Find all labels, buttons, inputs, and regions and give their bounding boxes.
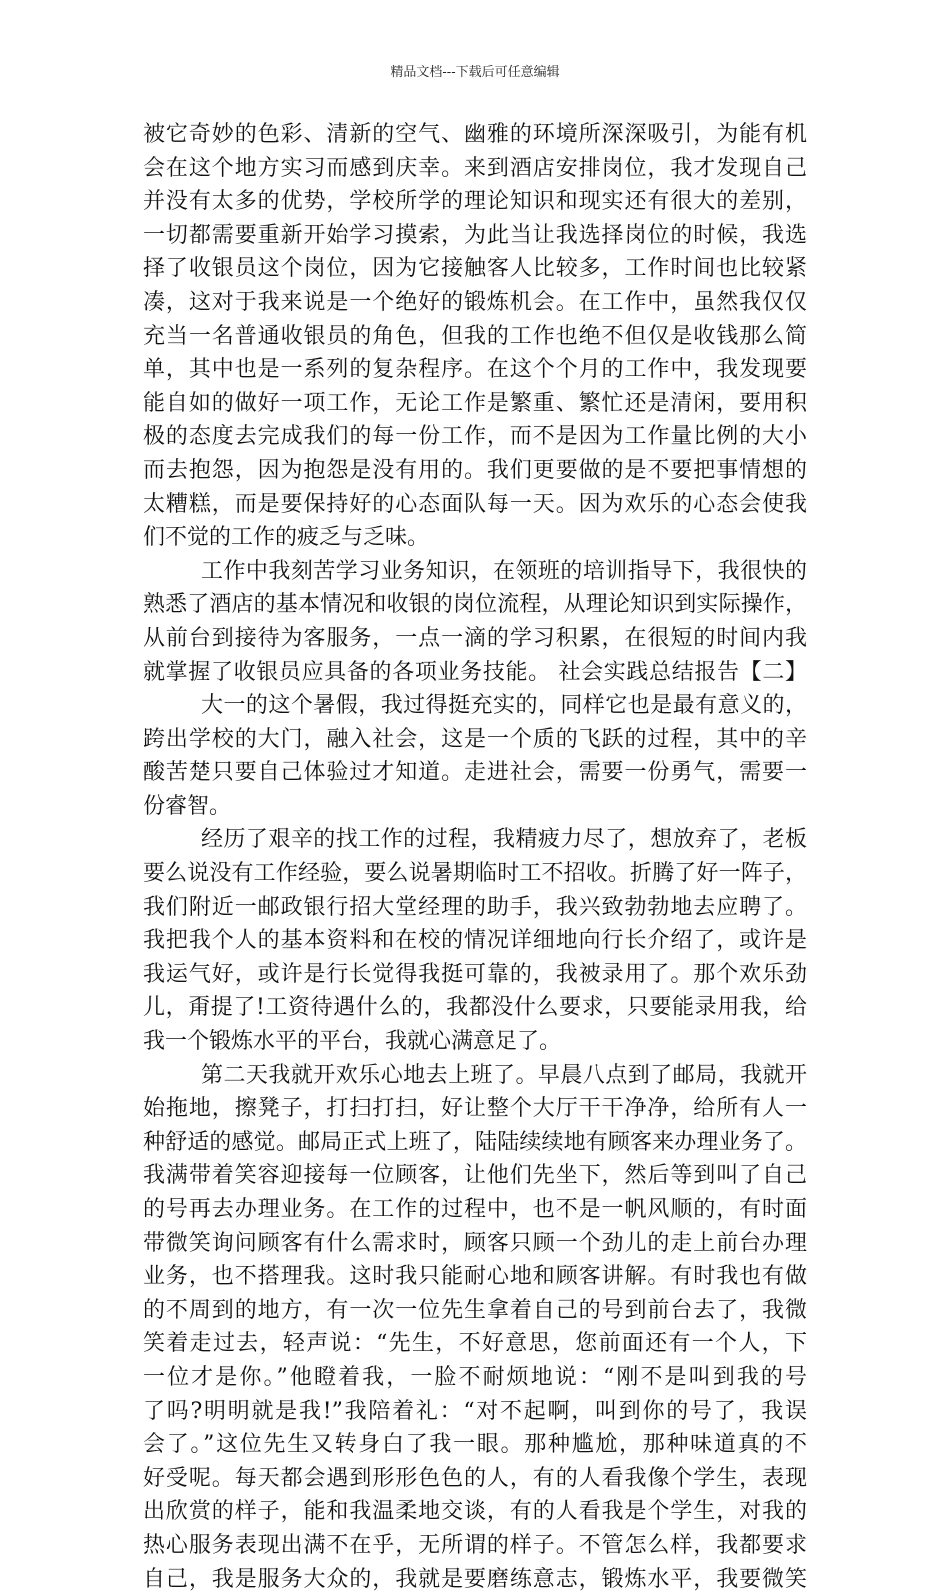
text-line: 笑着走过去，轻声说：“先生，不好意思，您前面还有一个人，下 <box>143 1331 807 1357</box>
text-line: 而去抱怨，因为抱怨是没有用的。我们更要做的是不要把事情想的 <box>143 457 807 483</box>
text-line: 自己，我是服务大众的，我就是要磨练意志，锻炼水平，我要微笑 <box>143 1566 807 1592</box>
text-line: 熟悉了酒店的基本情况和收银的岗位流程，从理论知识到实际操作， <box>143 592 807 618</box>
text-line: 了吗?明明就是我!”我陪着礼：“对不起啊，叫到你的号了，我误 <box>143 1398 807 1424</box>
text-line: 能自如的做好一项工作，无论工作是繁重、繁忙还是清闲，要用积 <box>143 390 807 416</box>
text-line: 太糟糕，而是要保持好的心态面队每一天。因为欢乐的心态会使我 <box>143 491 807 517</box>
text-line: 我一个锻炼水平的平台，我就心满意足了。 <box>143 1029 562 1055</box>
text-line: 我运气好，或许是行长觉得我挺可靠的，我被录用了。那个欢乐劲 <box>143 961 807 987</box>
text-line: 酸苦楚只要自己体验过才知道。走进社会，需要一份勇气，需要一 <box>143 760 807 786</box>
text-line: 一切都需要重新开始学习摸索，为此当让我选择岗位的时候，我选 <box>143 222 807 248</box>
text-line: 从前台到接待为客服务，一点一滴的学习积累，在很短的时间内我 <box>143 625 807 651</box>
text-line: 始拖地，擦凳子，打扫打扫，好让整个大厅干干净净，给所有人一 <box>143 1096 807 1122</box>
document-body <box>143 118 807 1596</box>
text-line: 经历了艰辛的找工作的过程，我精疲力尽了，想放弃了，老板 <box>201 827 807 853</box>
text-line: 好受呢。每天都会遇到形形色色的人，有的人看我像个学生，表现 <box>143 1465 807 1491</box>
text-line: 会在这个地方实习而感到庆幸。来到酒店安排岗位，我才发现自己 <box>143 155 807 181</box>
text-line: 份睿智。 <box>143 793 232 819</box>
text-line: 被它奇妙的色彩、清新的空气、幽雅的环境所深深吸引，为能有机 <box>143 122 807 147</box>
text-line: 工作中我刻苦学习业务知识，在领班的培训指导下，我很快的 <box>201 558 807 584</box>
text-line: 儿，甭提了!工资待遇什么的，我都没什么要求，只要能录用我，给 <box>143 995 807 1021</box>
text-line: 我们附近一邮政银行招大堂经理的助手，我兴致勃勃地去应聘了。 <box>143 894 807 920</box>
text-line: 单，其中也是一系列的复杂程序。在这个个月的工作中，我发现要 <box>143 357 807 383</box>
text-line: 就掌握了收银员应具备的各项业务技能。 社会实践总结报告【二】 <box>143 659 807 685</box>
text-line: 我满带着笑容迎接每一位顾客，让他们先坐下，然后等到叫了自己 <box>143 1163 807 1189</box>
text-line: 要么说没有工作经验，要么说暑期临时工不招收。折腾了好一阵子， <box>143 861 807 887</box>
text-line: 种舒适的感觉。邮局正式上班了，陆陆续续地有顾客来办理业务了。 <box>143 1129 807 1155</box>
text-line: 热心服务表现出满不在乎，无所谓的样子。不管怎么样，我都要求 <box>143 1532 807 1558</box>
text-line: 们不觉的工作的疲乏与乏味。 <box>143 525 430 551</box>
page-header: 精品文档---下载后可任意编辑 <box>390 65 560 80</box>
text-line: 凑，这对于我来说是一个绝好的锻炼机会。在工作中，虽然我仅仅 <box>143 289 807 315</box>
text-line: 并没有太多的优势，学校所学的理论知识和现实还有很大的差别， <box>143 189 807 215</box>
text-line: 的不周到的地方，有一次一位先生拿着自己的号到前台去了，我微 <box>143 1297 807 1323</box>
text-line: 第二天我就开欢乐心地去上班了。早晨八点到了邮局，我就开 <box>201 1062 807 1088</box>
text-line: 带微笑询问顾客有什么需求时，顾客只顾一个劲儿的走上前台办理 <box>143 1230 807 1256</box>
text-line: 择了收银员这个岗位，因为它接触客人比较多，工作时间也比较紧 <box>143 256 807 282</box>
text-line: 跨出学校的大门，融入社会，这是一个质的飞跃的过程，其中的辛 <box>143 726 807 752</box>
text-line: 一位才是你。”他瞪着我，一脸不耐烦地说：“刚不是叫到我的号 <box>143 1364 807 1390</box>
text-line: 的号再去办理业务。在工作的过程中，也不是一帆风顺的，有时面 <box>143 1197 807 1222</box>
text-line: 出欣赏的样子，能和我温柔地交谈，有的人看我是个学生，对我的 <box>143 1499 807 1525</box>
text-line: 充当一名普通收银员的角色，但我的工作也绝不但仅是收钱那么简 <box>143 323 807 349</box>
text-line: 业务，也不搭理我。这时我只能耐心地和顾客讲解。有时我也有做 <box>143 1264 807 1290</box>
text-line: 我把我个人的基本资料和在校的情况详细地向行长介绍了，或许是 <box>143 928 807 954</box>
text-line: 会了。”这位先生又转身白了我一眼。那种尴尬，那种味道真的不 <box>143 1432 807 1458</box>
text-line: 大一的这个暑假，我过得挺充实的，同样它也是最有意义的， <box>201 693 807 719</box>
text-line: 极的态度去完成我们的每一份工作，而不是因为工作量比例的大小 <box>143 424 807 450</box>
